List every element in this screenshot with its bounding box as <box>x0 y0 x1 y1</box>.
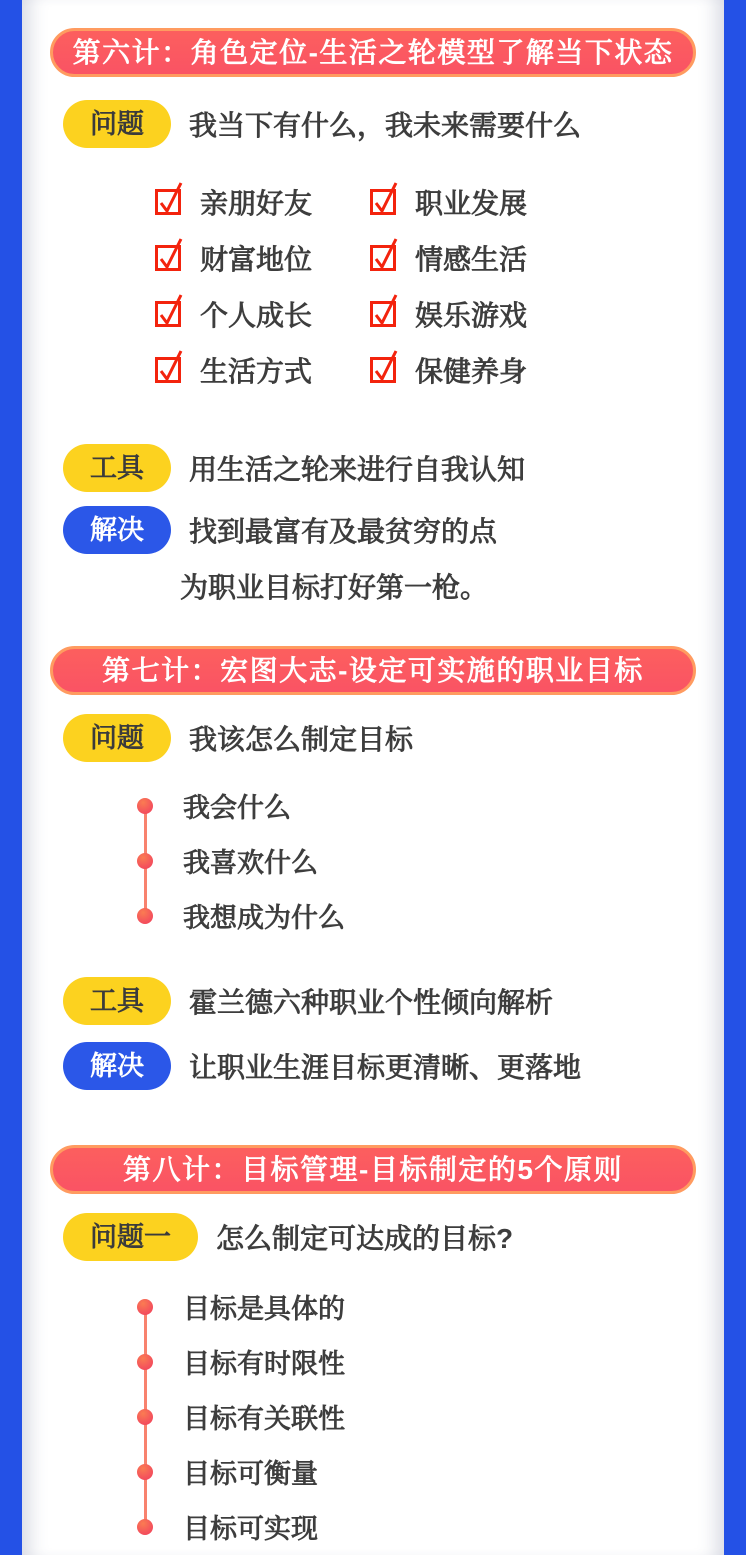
checked-checkbox-icon <box>155 189 181 215</box>
bullet-item <box>137 1499 696 1554</box>
bullet-item <box>137 1444 696 1499</box>
tool-text: 用生活之轮来进行自我认知 <box>189 454 526 485</box>
section7-solve-row <box>63 1042 696 1090</box>
bullet-label: 我会什么 <box>183 793 291 823</box>
bullet-label: 我喜欢什么 <box>183 848 318 878</box>
timeline-dot-icon <box>137 1409 153 1425</box>
checklist-item-label: 个人成长 <box>200 300 313 331</box>
section6-solve-row <box>63 506 696 554</box>
content-card <box>22 0 724 1555</box>
section8-question-row <box>63 1213 696 1261</box>
tool-label-pill: 工具 <box>63 444 171 492</box>
timeline-dot-icon <box>137 1464 153 1480</box>
checklist-item <box>155 230 370 286</box>
solve-text-line2: 为职业目标打好第一枪。 <box>180 572 489 603</box>
solve-text-line1: 找到最富有及最贫穷的点 <box>189 516 498 547</box>
bullet-item <box>137 778 696 833</box>
solve-label-pill: 解决 <box>63 1042 171 1090</box>
life-wheel-checklist <box>155 174 696 398</box>
bullet-label: 目标可衡量 <box>183 1459 318 1489</box>
checklist-item-label: 职业发展 <box>415 188 528 219</box>
checked-checkbox-icon <box>370 301 396 327</box>
section6-header: 第六计：角色定位-生活之轮模型了解当下状态 <box>50 28 696 77</box>
section7-tool-row <box>63 977 696 1025</box>
timeline-dot-icon <box>137 1299 153 1315</box>
bullet-item <box>137 1334 696 1389</box>
tool-label-pill: 工具 <box>63 977 171 1025</box>
checked-checkbox-icon <box>370 189 396 215</box>
question-text: 我该怎么制定目标 <box>189 724 414 755</box>
checklist-item <box>155 342 370 398</box>
solve-text: 让职业生涯目标更清晰、更落地 <box>189 1052 582 1083</box>
question-label-pill: 问题 <box>63 714 171 762</box>
checked-checkbox-icon <box>155 357 181 383</box>
checklist-item <box>155 286 370 342</box>
bullet-item <box>137 1279 696 1334</box>
checklist-item-label: 生活方式 <box>200 356 313 387</box>
question-text: 怎么制定可达成的目标? <box>216 1223 514 1254</box>
checklist-item-label: 情感生活 <box>415 244 528 275</box>
section7-bullet-list <box>137 778 696 943</box>
section7-question-row <box>63 714 696 762</box>
checklist-item <box>370 174 696 230</box>
bullet-label: 目标可实现 <box>183 1514 318 1544</box>
checklist-item-label: 亲朋好友 <box>200 188 313 219</box>
question-label-pill: 问题 <box>63 100 171 148</box>
checked-checkbox-icon <box>155 245 181 271</box>
timeline-dot-icon <box>137 1354 153 1370</box>
checklist-item-label: 娱乐游戏 <box>415 300 528 331</box>
timeline-dot-icon <box>137 1519 153 1535</box>
bullet-label: 目标是具体的 <box>183 1294 345 1324</box>
checklist-item <box>155 174 370 230</box>
checklist-item <box>370 230 696 286</box>
section8-bullet-list <box>137 1279 696 1554</box>
checked-checkbox-icon <box>155 301 181 327</box>
checklist-item <box>370 342 696 398</box>
bullet-item <box>137 1389 696 1444</box>
tool-text: 霍兰德六种职业个性倾向解析 <box>189 987 554 1018</box>
timeline-dot-icon <box>137 908 153 924</box>
section6-question-row <box>63 100 696 148</box>
bullet-item <box>137 833 696 888</box>
question-text: 我当下有什么，我未来需要什么 <box>189 110 582 141</box>
checklist-item-label: 保健养身 <box>415 356 528 387</box>
timeline-dot-icon <box>137 798 153 814</box>
bullet-label: 目标有时限性 <box>183 1349 345 1379</box>
checklist-item-label: 财富地位 <box>200 244 313 275</box>
section8-header: 第八计：目标管理-目标制定的5个原则 <box>50 1145 696 1194</box>
solve-label-pill: 解决 <box>63 506 171 554</box>
bullet-label: 目标有关联性 <box>183 1404 345 1434</box>
question-label-pill: 问题一 <box>63 1213 198 1261</box>
section7-header: 第七计：宏图大志-设定可实施的职业目标 <box>50 646 696 695</box>
bullet-item <box>137 888 696 943</box>
checked-checkbox-icon <box>370 245 396 271</box>
checked-checkbox-icon <box>370 357 396 383</box>
checklist-item <box>370 286 696 342</box>
section6-tool-row <box>63 444 696 492</box>
timeline-dot-icon <box>137 853 153 869</box>
bullet-label: 我想成为什么 <box>183 903 345 933</box>
